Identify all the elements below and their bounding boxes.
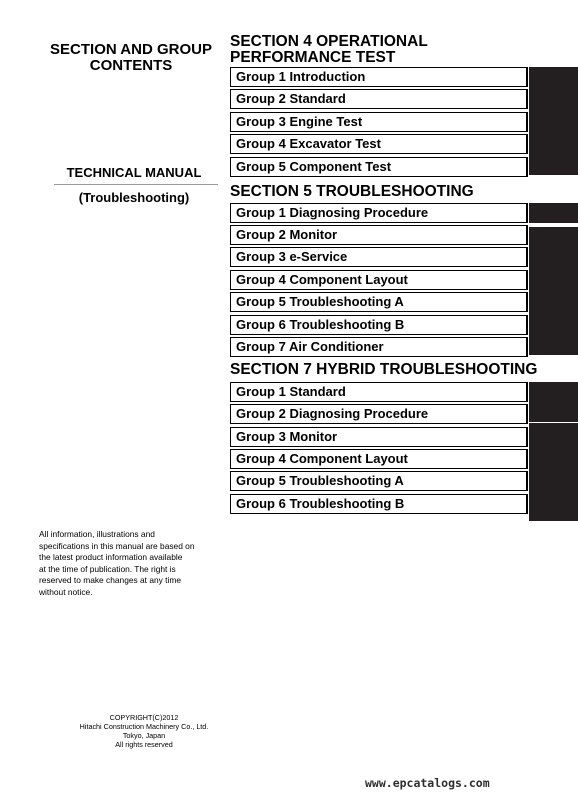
section-5-tab — [529, 227, 578, 355]
watermark-text: www.epcatalogs.com — [365, 776, 490, 790]
section-7-tab — [529, 382, 578, 422]
section-7-group-row[interactable] — [230, 494, 528, 514]
copyright-line: Hitachi Construction Machinery Co., Ltd. — [79, 722, 209, 731]
section-7-group-row[interactable] — [230, 382, 528, 402]
section-5-group-row[interactable] — [230, 225, 528, 245]
contents-title-line1: SECTION AND GROUP — [50, 41, 212, 58]
group-label: Group 5 Component Test — [236, 159, 392, 174]
manual-subtitle: (Troubleshooting) — [78, 190, 190, 205]
disclaimer-line: without notice. — [39, 586, 93, 597]
section-4-group-row[interactable] — [230, 112, 528, 132]
group-label: Group 2 Standard — [236, 91, 346, 106]
copyright-block — [70, 713, 218, 749]
section-4-title-line1: SECTION 4 OPERATIONAL — [230, 33, 428, 50]
section-5-group-row[interactable] — [230, 270, 528, 290]
group-label: Group 1 Diagnosing Procedure — [236, 205, 429, 220]
disclaimer-text — [39, 529, 225, 599]
group-label: Group 7 Air Conditioner — [236, 339, 384, 354]
section-4-group-row[interactable] — [230, 67, 528, 87]
group-label: Group 1 Standard — [236, 384, 346, 399]
group-label: Group 4 Component Layout — [236, 272, 408, 287]
section-5-title — [230, 184, 474, 200]
section-7-title — [230, 362, 537, 378]
section-4-group-row[interactable] — [230, 89, 528, 109]
section-5-group-row[interactable] — [230, 203, 528, 223]
group-label: Group 4 Excavator Test — [236, 136, 381, 151]
section-4-group-row[interactable] — [230, 157, 528, 177]
section-7-tab — [529, 423, 578, 521]
copyright-line: COPYRIGHT(C)2012 — [109, 713, 179, 722]
section-4-group-row[interactable] — [230, 134, 528, 154]
group-label: Group 3 e-Service — [236, 249, 348, 264]
copyright-line: All rights reserved — [115, 740, 173, 749]
group-label: Group 6 Troubleshooting B — [236, 317, 405, 332]
group-label: Group 2 Diagnosing Procedure — [236, 406, 429, 421]
group-label: Group 3 Monitor — [236, 429, 338, 444]
disclaimer-line: the latest product information available — [39, 552, 183, 563]
section-5-tab — [529, 203, 578, 223]
group-label: Group 4 Component Layout — [236, 451, 408, 466]
section-7-group-row[interactable] — [230, 471, 528, 491]
disclaimer-line: at the time of publication. The right is — [39, 563, 176, 574]
section-7-group-row[interactable] — [230, 449, 528, 469]
contents-title — [38, 42, 224, 74]
disclaimer-line: All information, illustrations and — [39, 529, 155, 539]
group-label: Group 5 Troubleshooting A — [236, 294, 404, 309]
group-label: Group 2 Monitor — [236, 227, 338, 242]
disclaimer-line: specifications in this manual are based on — [39, 540, 195, 551]
section-4-title-line2: PERFORMANCE TEST — [230, 49, 396, 66]
manual-divider — [54, 184, 218, 185]
copyright-line: Tokyo, Japan — [122, 731, 166, 740]
section-5-group-row[interactable] — [230, 315, 528, 335]
contents-title-line2: CONTENTS — [89, 57, 173, 74]
section-5-group-row[interactable] — [230, 292, 528, 312]
section-4-title — [230, 34, 428, 66]
section-7-group-row[interactable] — [230, 427, 528, 447]
section-5-group-row[interactable] — [230, 247, 528, 267]
group-label: Group 6 Troubleshooting B — [236, 496, 405, 511]
group-label: Group 3 Engine Test — [236, 114, 363, 129]
manual-title: TECHNICAL MANUAL — [66, 165, 202, 180]
section-5-title-line1: SECTION 5 TROUBLESHOOTING — [230, 183, 474, 200]
section-5-group-row[interactable] — [230, 337, 528, 357]
group-label: Group 1 Introduction — [236, 69, 366, 84]
section-4-tab — [529, 67, 578, 175]
section-7-title-line1: SECTION 7 HYBRID TROUBLESHOOTING — [230, 361, 538, 378]
section-7-group-row[interactable] — [230, 404, 528, 424]
group-label: Group 5 Troubleshooting A — [236, 473, 404, 488]
disclaimer-line: reserved to make changes at any time — [39, 575, 181, 586]
